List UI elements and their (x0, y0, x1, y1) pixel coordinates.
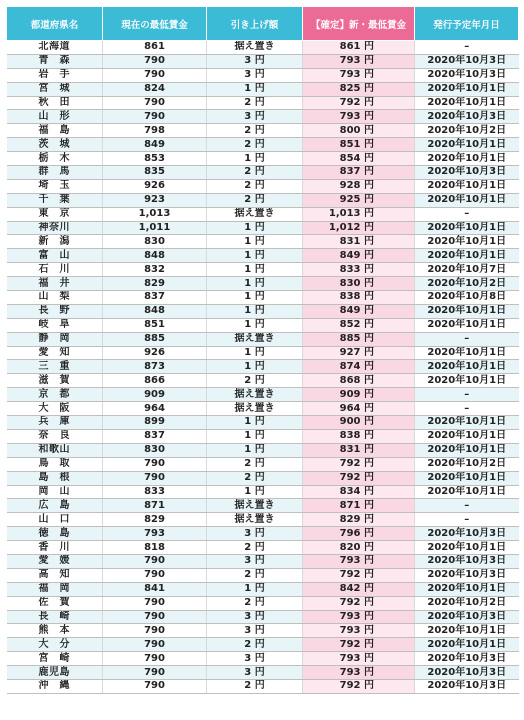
table-row (7, 152, 519, 166)
effective-date-cell: 2020年10月1日 (415, 416, 519, 430)
table-row (7, 82, 519, 96)
current-wage-cell: 824 (103, 82, 207, 96)
table-row (7, 277, 519, 291)
table-row (7, 429, 519, 443)
effective-date-cell: 2020年10月1日 (415, 582, 519, 596)
prefecture-cell: 山 口 (7, 513, 103, 527)
increase-cell: 据え置き (207, 388, 303, 402)
prefecture-cell: 富 山 (7, 249, 103, 263)
new-wage-cell: 793 円 (303, 54, 415, 68)
effective-date-cell: 2020年10月1日 (415, 443, 519, 457)
header-increase: 引き上げ額 (207, 7, 303, 41)
table-row (7, 610, 519, 624)
table-row (7, 249, 519, 263)
prefecture-cell: 福 井 (7, 277, 103, 291)
effective-date-cell: 2020年10月2日 (415, 596, 519, 610)
prefecture-cell: 和歌山 (7, 443, 103, 457)
table-row (7, 193, 519, 207)
current-wage-cell: 793 (103, 527, 207, 541)
prefecture-cell: 東 京 (7, 207, 103, 221)
increase-cell: 2 円 (207, 541, 303, 555)
table-row (7, 360, 519, 374)
current-wage-cell: 790 (103, 666, 207, 680)
effective-date-cell: – (415, 513, 519, 527)
current-wage-cell: 832 (103, 263, 207, 277)
effective-date-cell: 2020年10月1日 (415, 318, 519, 332)
table-row (7, 554, 519, 568)
increase-cell: 1 円 (207, 235, 303, 249)
current-wage-cell: 790 (103, 610, 207, 624)
effective-date-cell: 2020年10月1日 (415, 235, 519, 249)
increase-cell: 3 円 (207, 652, 303, 666)
table-row (7, 332, 519, 346)
prefecture-cell: 福 島 (7, 124, 103, 138)
current-wage-cell: 964 (103, 402, 207, 416)
increase-cell: 3 円 (207, 666, 303, 680)
table-row (7, 679, 519, 693)
current-wage-cell: 790 (103, 68, 207, 82)
table-row (7, 96, 519, 110)
wage-table-container (6, 6, 518, 694)
prefecture-cell: 岡 山 (7, 485, 103, 499)
increase-cell: 1 円 (207, 318, 303, 332)
prefecture-cell: 長 野 (7, 304, 103, 318)
current-wage-cell: 1,011 (103, 221, 207, 235)
effective-date-cell: – (415, 41, 519, 55)
prefecture-cell: 宮 城 (7, 82, 103, 96)
prefecture-cell: 群 馬 (7, 166, 103, 180)
increase-cell: 1 円 (207, 416, 303, 430)
current-wage-cell: 909 (103, 388, 207, 402)
increase-cell: 2 円 (207, 179, 303, 193)
increase-cell: 3 円 (207, 554, 303, 568)
effective-date-cell: – (415, 388, 519, 402)
current-wage-cell: 790 (103, 110, 207, 124)
current-wage-cell: 790 (103, 596, 207, 610)
increase-cell: 2 円 (207, 568, 303, 582)
prefecture-cell: 石 川 (7, 263, 103, 277)
new-wage-cell: 1,013 円 (303, 207, 415, 221)
effective-date-cell: 2020年10月1日 (415, 82, 519, 96)
new-wage-cell: 900 円 (303, 416, 415, 430)
prefecture-cell: 鳥 取 (7, 457, 103, 471)
increase-cell: 据え置き (207, 513, 303, 527)
increase-cell: 1 円 (207, 263, 303, 277)
prefecture-cell: 高 知 (7, 568, 103, 582)
table-row (7, 41, 519, 55)
table-row (7, 485, 519, 499)
increase-cell: 2 円 (207, 596, 303, 610)
table-row (7, 68, 519, 82)
effective-date-cell: 2020年10月1日 (415, 346, 519, 360)
effective-date-cell: 2020年10月1日 (415, 624, 519, 638)
increase-cell: 2 円 (207, 166, 303, 180)
effective-date-cell: 2020年10月1日 (415, 152, 519, 166)
increase-cell: 2 円 (207, 374, 303, 388)
prefecture-cell: 宮 崎 (7, 652, 103, 666)
effective-date-cell: 2020年10月3日 (415, 610, 519, 624)
current-wage-cell: 841 (103, 582, 207, 596)
current-wage-cell: 798 (103, 124, 207, 138)
current-wage-cell: 866 (103, 374, 207, 388)
increase-cell: 3 円 (207, 610, 303, 624)
increase-cell: 据え置き (207, 207, 303, 221)
new-wage-cell: 792 円 (303, 471, 415, 485)
prefecture-cell: 広 島 (7, 499, 103, 513)
current-wage-cell: 1,013 (103, 207, 207, 221)
prefecture-cell: 奈 良 (7, 429, 103, 443)
table-row (7, 582, 519, 596)
prefecture-cell: 山 梨 (7, 291, 103, 305)
increase-cell: 3 円 (207, 110, 303, 124)
current-wage-cell: 790 (103, 457, 207, 471)
increase-cell: 1 円 (207, 152, 303, 166)
current-wage-cell: 851 (103, 318, 207, 332)
prefecture-cell: 茨 城 (7, 138, 103, 152)
table-row (7, 652, 519, 666)
current-wage-cell: 829 (103, 277, 207, 291)
new-wage-cell: 793 円 (303, 68, 415, 82)
current-wage-cell: 790 (103, 96, 207, 110)
table-row (7, 568, 519, 582)
effective-date-cell: 2020年10月1日 (415, 360, 519, 374)
current-wage-cell: 790 (103, 679, 207, 693)
current-wage-cell: 833 (103, 485, 207, 499)
table-row (7, 666, 519, 680)
table-row (7, 138, 519, 152)
new-wage-cell: 792 円 (303, 96, 415, 110)
prefecture-cell: 北海道 (7, 41, 103, 55)
table-row (7, 291, 519, 305)
table-row (7, 541, 519, 555)
prefecture-cell: 山 形 (7, 110, 103, 124)
effective-date-cell: 2020年10月3日 (415, 166, 519, 180)
effective-date-cell: 2020年10月3日 (415, 68, 519, 82)
current-wage-cell: 818 (103, 541, 207, 555)
new-wage-cell: 793 円 (303, 652, 415, 666)
effective-date-cell: 2020年10月1日 (415, 471, 519, 485)
increase-cell: 据え置き (207, 332, 303, 346)
prefecture-cell: 島 根 (7, 471, 103, 485)
prefecture-cell: 青 森 (7, 54, 103, 68)
prefecture-cell: 徳 島 (7, 527, 103, 541)
current-wage-cell: 926 (103, 346, 207, 360)
table-row (7, 527, 519, 541)
effective-date-cell: 2020年10月1日 (415, 374, 519, 388)
effective-date-cell: – (415, 207, 519, 221)
new-wage-cell: 793 円 (303, 610, 415, 624)
new-wage-cell: 838 円 (303, 429, 415, 443)
increase-cell: 2 円 (207, 193, 303, 207)
increase-cell: 1 円 (207, 291, 303, 305)
current-wage-cell: 848 (103, 249, 207, 263)
new-wage-cell: 833 円 (303, 263, 415, 277)
new-wage-cell: 849 円 (303, 249, 415, 263)
header-current-wage: 現在の最低賃金 (103, 7, 207, 41)
new-wage-cell: 829 円 (303, 513, 415, 527)
effective-date-cell: 2020年10月1日 (415, 193, 519, 207)
table-row (7, 179, 519, 193)
table-row (7, 416, 519, 430)
table-row (7, 624, 519, 638)
table-row (7, 374, 519, 388)
table-row (7, 471, 519, 485)
effective-date-cell: 2020年10月2日 (415, 457, 519, 471)
effective-date-cell: 2020年10月1日 (415, 304, 519, 318)
table-row (7, 318, 519, 332)
effective-date-cell: 2020年10月1日 (415, 485, 519, 499)
new-wage-cell: 792 円 (303, 457, 415, 471)
current-wage-cell: 835 (103, 166, 207, 180)
increase-cell: 2 円 (207, 457, 303, 471)
prefecture-cell: 沖 縄 (7, 679, 103, 693)
increase-cell: 1 円 (207, 485, 303, 499)
new-wage-cell: 928 円 (303, 179, 415, 193)
increase-cell: 3 円 (207, 527, 303, 541)
new-wage-cell: 854 円 (303, 152, 415, 166)
current-wage-cell: 873 (103, 360, 207, 374)
new-wage-cell: 792 円 (303, 568, 415, 582)
header-prefecture: 都道府県名 (7, 7, 103, 41)
effective-date-cell: – (415, 332, 519, 346)
new-wage-cell: 793 円 (303, 554, 415, 568)
effective-date-cell: 2020年10月7日 (415, 263, 519, 277)
prefecture-cell: 愛 媛 (7, 554, 103, 568)
new-wage-cell: 849 円 (303, 304, 415, 318)
new-wage-cell: 852 円 (303, 318, 415, 332)
prefecture-cell: 栃 木 (7, 152, 103, 166)
new-wage-cell: 842 円 (303, 582, 415, 596)
table-row (7, 304, 519, 318)
effective-date-cell: 2020年10月1日 (415, 638, 519, 652)
current-wage-cell: 790 (103, 471, 207, 485)
effective-date-cell: 2020年10月1日 (415, 138, 519, 152)
current-wage-cell: 790 (103, 568, 207, 582)
effective-date-cell: 2020年10月3日 (415, 652, 519, 666)
prefecture-cell: 埼 玉 (7, 179, 103, 193)
current-wage-cell: 885 (103, 332, 207, 346)
table-row (7, 54, 519, 68)
new-wage-cell: 793 円 (303, 624, 415, 638)
new-wage-cell: 793 円 (303, 666, 415, 680)
new-wage-cell: 834 円 (303, 485, 415, 499)
new-wage-cell: 792 円 (303, 638, 415, 652)
table-body (7, 41, 519, 694)
increase-cell: 1 円 (207, 304, 303, 318)
minimum-wage-table (6, 6, 519, 694)
effective-date-cell: 2020年10月1日 (415, 179, 519, 193)
new-wage-cell: 868 円 (303, 374, 415, 388)
header-row (7, 7, 519, 41)
increase-cell: 3 円 (207, 54, 303, 68)
table-row (7, 457, 519, 471)
current-wage-cell: 790 (103, 652, 207, 666)
current-wage-cell: 830 (103, 443, 207, 457)
current-wage-cell: 837 (103, 291, 207, 305)
new-wage-cell: 831 円 (303, 443, 415, 457)
table-row (7, 402, 519, 416)
increase-cell: 1 円 (207, 221, 303, 235)
new-wage-cell: 792 円 (303, 679, 415, 693)
current-wage-cell: 871 (103, 499, 207, 513)
prefecture-cell: 滋 賀 (7, 374, 103, 388)
increase-cell: 据え置き (207, 41, 303, 55)
current-wage-cell: 899 (103, 416, 207, 430)
prefecture-cell: 新 潟 (7, 235, 103, 249)
new-wage-cell: 909 円 (303, 388, 415, 402)
increase-cell: 据え置き (207, 402, 303, 416)
effective-date-cell: 2020年10月3日 (415, 110, 519, 124)
current-wage-cell: 829 (103, 513, 207, 527)
prefecture-cell: 静 岡 (7, 332, 103, 346)
new-wage-cell: 861 円 (303, 41, 415, 55)
effective-date-cell: 2020年10月3日 (415, 554, 519, 568)
current-wage-cell: 790 (103, 624, 207, 638)
prefecture-cell: 福 岡 (7, 582, 103, 596)
prefecture-cell: 千 葉 (7, 193, 103, 207)
new-wage-cell: 820 円 (303, 541, 415, 555)
table-row (7, 513, 519, 527)
new-wage-cell: 825 円 (303, 82, 415, 96)
current-wage-cell: 790 (103, 54, 207, 68)
effective-date-cell: 2020年10月3日 (415, 666, 519, 680)
new-wage-cell: 837 円 (303, 166, 415, 180)
effective-date-cell: 2020年10月1日 (415, 249, 519, 263)
current-wage-cell: 923 (103, 193, 207, 207)
table-row (7, 166, 519, 180)
table-row (7, 221, 519, 235)
new-wage-cell: 874 円 (303, 360, 415, 374)
effective-date-cell: 2020年10月3日 (415, 54, 519, 68)
prefecture-cell: 愛 知 (7, 346, 103, 360)
effective-date-cell: 2020年10月2日 (415, 277, 519, 291)
table-row (7, 388, 519, 402)
increase-cell: 1 円 (207, 82, 303, 96)
prefecture-cell: 三 重 (7, 360, 103, 374)
prefecture-cell: 大 阪 (7, 402, 103, 416)
header-effective-date: 発行予定年月日 (415, 7, 519, 41)
new-wage-cell: 796 円 (303, 527, 415, 541)
effective-date-cell: 2020年10月2日 (415, 124, 519, 138)
new-wage-cell: 838 円 (303, 291, 415, 305)
table-header (7, 7, 519, 41)
increase-cell: 2 円 (207, 124, 303, 138)
prefecture-cell: 兵 庫 (7, 416, 103, 430)
effective-date-cell: – (415, 402, 519, 416)
current-wage-cell: 830 (103, 235, 207, 249)
effective-date-cell: 2020年10月3日 (415, 679, 519, 693)
effective-date-cell: 2020年10月1日 (415, 221, 519, 235)
new-wage-cell: 927 円 (303, 346, 415, 360)
new-wage-cell: 925 円 (303, 193, 415, 207)
increase-cell: 1 円 (207, 429, 303, 443)
new-wage-cell: 851 円 (303, 138, 415, 152)
prefecture-cell: 熊 本 (7, 624, 103, 638)
new-wage-cell: 793 円 (303, 110, 415, 124)
prefecture-cell: 秋 田 (7, 96, 103, 110)
table-row (7, 235, 519, 249)
current-wage-cell: 790 (103, 638, 207, 652)
current-wage-cell: 853 (103, 152, 207, 166)
effective-date-cell: 2020年10月1日 (415, 96, 519, 110)
increase-cell: 2 円 (207, 96, 303, 110)
increase-cell: 1 円 (207, 346, 303, 360)
new-wage-cell: 792 円 (303, 596, 415, 610)
current-wage-cell: 837 (103, 429, 207, 443)
table-row (7, 110, 519, 124)
prefecture-cell: 鹿児島 (7, 666, 103, 680)
new-wage-cell: 885 円 (303, 332, 415, 346)
increase-cell: 据え置き (207, 499, 303, 513)
current-wage-cell: 790 (103, 554, 207, 568)
effective-date-cell: 2020年10月3日 (415, 527, 519, 541)
increase-cell: 3 円 (207, 624, 303, 638)
table-row (7, 596, 519, 610)
table-row (7, 499, 519, 513)
table-row (7, 124, 519, 138)
current-wage-cell: 849 (103, 138, 207, 152)
prefecture-cell: 大 分 (7, 638, 103, 652)
increase-cell: 1 円 (207, 582, 303, 596)
effective-date-cell: 2020年10月1日 (415, 429, 519, 443)
effective-date-cell: – (415, 499, 519, 513)
increase-cell: 1 円 (207, 277, 303, 291)
new-wage-cell: 830 円 (303, 277, 415, 291)
prefecture-cell: 岩 手 (7, 68, 103, 82)
effective-date-cell: 2020年10月3日 (415, 568, 519, 582)
increase-cell: 2 円 (207, 638, 303, 652)
table-row (7, 638, 519, 652)
new-wage-cell: 800 円 (303, 124, 415, 138)
prefecture-cell: 岐 阜 (7, 318, 103, 332)
current-wage-cell: 861 (103, 41, 207, 55)
increase-cell: 2 円 (207, 138, 303, 152)
table-row (7, 207, 519, 221)
table-row (7, 346, 519, 360)
prefecture-cell: 長 崎 (7, 610, 103, 624)
current-wage-cell: 848 (103, 304, 207, 318)
prefecture-cell: 佐 賀 (7, 596, 103, 610)
increase-cell: 1 円 (207, 249, 303, 263)
new-wage-cell: 831 円 (303, 235, 415, 249)
effective-date-cell: 2020年10月8日 (415, 291, 519, 305)
increase-cell: 1 円 (207, 443, 303, 457)
new-wage-cell: 964 円 (303, 402, 415, 416)
increase-cell: 1 円 (207, 360, 303, 374)
effective-date-cell: 2020年10月1日 (415, 541, 519, 555)
prefecture-cell: 香 川 (7, 541, 103, 555)
prefecture-cell: 神奈川 (7, 221, 103, 235)
new-wage-cell: 1,012 円 (303, 221, 415, 235)
prefecture-cell: 京 都 (7, 388, 103, 402)
header-new-wage: 【確定】新・最低賃金 (303, 7, 415, 41)
new-wage-cell: 871 円 (303, 499, 415, 513)
table-row (7, 443, 519, 457)
current-wage-cell: 926 (103, 179, 207, 193)
increase-cell: 2 円 (207, 471, 303, 485)
increase-cell: 2 円 (207, 679, 303, 693)
increase-cell: 3 円 (207, 68, 303, 82)
table-row (7, 263, 519, 277)
